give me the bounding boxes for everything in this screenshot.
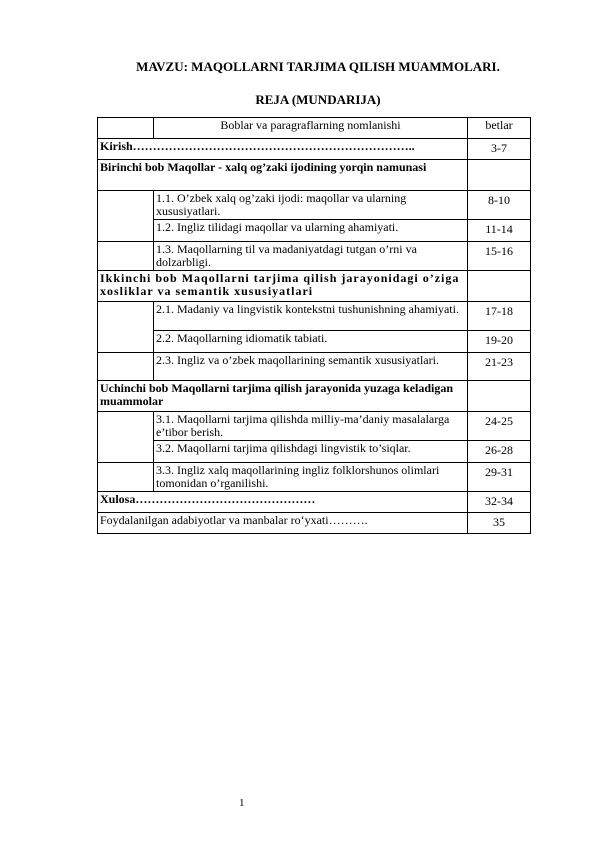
header-name-cell: Boblar va paragraflarning nomlanishi xyxy=(154,118,468,139)
indent-cell xyxy=(98,302,154,331)
section-label: 1.3. Maqollarning til va madaniyatdagi tutgan o’rni va dolzarbligi. xyxy=(154,242,468,271)
conclusion-label: Xulosa……………………………………… xyxy=(98,492,468,513)
chapter-row xyxy=(98,160,531,191)
references-row xyxy=(98,513,531,534)
chapter-3-pages xyxy=(468,381,531,412)
indent-cell xyxy=(98,463,154,492)
indent-cell xyxy=(98,331,154,353)
section-label: 2.1. Madaniy va lingvistik kontekstni tushunishning ahamiyati. xyxy=(154,302,468,331)
section-label: 3.3. Ingliz xalq maqollarining ingliz folklorshunos olimlari tomonidan o’rganilishi. xyxy=(154,463,468,492)
references-label: Foydalanilgan adabiyotlar va manbalar ro‘yxati………. xyxy=(98,513,468,534)
indent-cell xyxy=(98,242,154,271)
section-label: 2.2. Maqollarning idiomatik tabiati. xyxy=(154,331,468,353)
page-number: 1 xyxy=(239,797,245,809)
chapter-1-title: Birinchi bob Maqollar - xalq og’zaki ijodining yorqin namunasi xyxy=(98,160,468,191)
document-title: MAVZU: MAQOLLARNI TARJIMA QILISH MUAMMOLARI. xyxy=(136,59,500,74)
section-label: 3.1. Maqollarni tarjima qilishda milliy-ma’daniy masalalarga e’tibor berish. xyxy=(154,412,468,441)
section-row xyxy=(98,463,531,492)
section-label: 2.3. Ingliz va o’zbek maqollarining semantik xususiyatlari. xyxy=(154,353,468,381)
table-header-row xyxy=(98,118,531,139)
indent-cell xyxy=(98,220,154,242)
section-row xyxy=(98,302,531,331)
section-pages: 29-31 xyxy=(468,463,531,492)
section-pages: 17-18 xyxy=(468,302,531,331)
header-pages-cell: betlar xyxy=(468,118,531,139)
chapter-row xyxy=(98,381,531,412)
chapter-2-title: Ikkinchi bob Maqollarni tarjima qilish jarayonidagi o’ziga xosliklar va semantik xususiyatlari xyxy=(98,271,468,302)
section-pages: 24-25 xyxy=(468,412,531,441)
conclusion-row xyxy=(98,492,531,513)
intro-pages: 3-7 xyxy=(468,139,531,160)
section-label: 1.1. O’zbek xalq og’zaki ijodi: maqollar va ularning xususiyatlari. xyxy=(154,191,468,220)
contents-table xyxy=(97,117,531,534)
section-pages: 15-16 xyxy=(468,242,531,271)
chapter-1-pages xyxy=(468,160,531,191)
header-empty-cell xyxy=(98,118,154,139)
section-pages: 19-20 xyxy=(468,331,531,353)
document-subtitle: REJA (MUNDARIJA) xyxy=(255,92,381,107)
indent-cell xyxy=(98,353,154,381)
section-row xyxy=(98,191,531,220)
section-pages: 26-28 xyxy=(468,441,531,463)
indent-cell xyxy=(98,441,154,463)
chapter-row xyxy=(98,271,531,302)
section-pages: 11-14 xyxy=(468,220,531,242)
indent-cell xyxy=(98,191,154,220)
section-pages: 21-23 xyxy=(468,353,531,381)
chapter-2-pages xyxy=(468,271,531,302)
intro-row xyxy=(98,139,531,160)
intro-label: Kirish…………………………………………………………….. xyxy=(98,139,468,160)
section-row xyxy=(98,220,531,242)
indent-cell xyxy=(98,412,154,441)
section-row xyxy=(98,441,531,463)
section-pages: 8-10 xyxy=(468,191,531,220)
section-row xyxy=(98,331,531,353)
section-row xyxy=(98,412,531,441)
section-label: 3.2. Maqollarni tarjima qilishdagi lingvistik to’siqlar. xyxy=(154,441,468,463)
section-label: 1.2. Ingliz tilidagi maqollar va ularning ahamiyati. xyxy=(154,220,468,242)
section-row xyxy=(98,242,531,271)
conclusion-pages: 32-34 xyxy=(468,492,531,513)
references-pages: 35 xyxy=(468,513,531,534)
section-row xyxy=(98,353,531,381)
chapter-3-title: Uchinchi bob Maqollarni tarjima qilish jarayonida yuzaga keladigan muammolar xyxy=(98,381,468,412)
